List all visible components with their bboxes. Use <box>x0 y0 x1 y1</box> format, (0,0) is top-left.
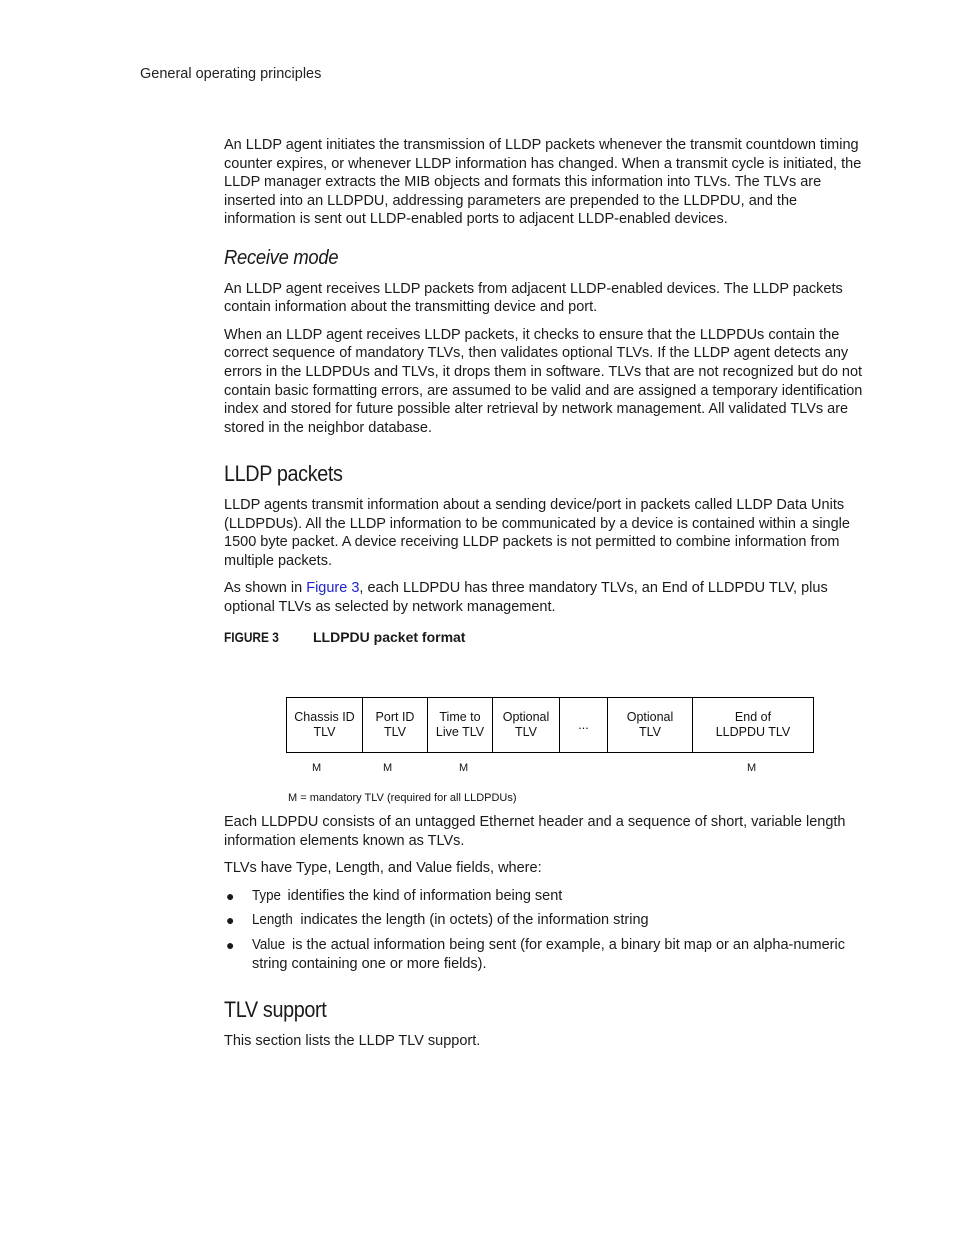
tlv-cell: Port ID TLV <box>363 698 428 752</box>
lldp-packets-paragraph-2 <box>224 579 870 616</box>
field-description: is the actual information being sent (for example, a binary bit map or an alpha-numeric string containing one or more fields). <box>252 937 845 972</box>
list-item <box>224 911 870 930</box>
lldp-packets-heading: LLDP packets <box>224 461 343 487</box>
tlv-cell: Optional TLV <box>493 698 560 752</box>
tlv-support-heading: TLV support <box>224 997 327 1023</box>
field-term: Type <box>252 887 281 904</box>
receive-mode-heading: Receive mode <box>224 246 339 269</box>
mandatory-marker: M <box>312 762 322 775</box>
field-description: indicates the length (in octets) of the information string <box>296 912 649 929</box>
tlv-cell: Time to Live TLV <box>428 698 493 752</box>
tlv-cell: Optional TLV <box>608 698 693 752</box>
lldpdu-diagram <box>224 647 870 813</box>
bullet-icon: ● <box>226 887 235 904</box>
para2-suffix: , each LLDPDU has three mandatory TLVs, an End of LLDPDU TLV, plus optional TLVs as selected by network management. <box>224 580 828 615</box>
bullet-icon: ● <box>226 912 235 929</box>
figure-number: FIGURE 3 <box>224 629 279 646</box>
intro-paragraph: An LLDP agent initiates the transmission of LLDP packets whenever the transmit countdown timing counter expires, or whenever LLDP information has changed. When a transmit cycle is initiated, the LLDP manager extracts the MIB objects and formats this information into TLVs. The TLVs are inserted into an LLDPDU, addressing parameters are prepended to the LLDPDU, and the information is sent out LLDP-enabled ports to adjacent LLDP-enabled devices. <box>224 137 862 228</box>
figure-title: LLDPDU packet format <box>313 629 466 646</box>
tlv-support-paragraph: This section lists the LLDP TLV support. <box>224 1032 481 1049</box>
list-item <box>224 936 870 973</box>
mandatory-marker: M <box>383 762 393 775</box>
list-item <box>224 887 870 906</box>
receive-mode-paragraph-1: An LLDP agent receives LLDP packets from adjacent LLDP-enabled devices. The LLDP packets contain information about the transmitting device and port. <box>224 280 843 316</box>
lldp-packets-paragraph-1: LLDP agents transmit information about a sending device/port in packets called LLDP Data Units (LLDPDUs). All the LLDP information to be communicated by a device is contained within a single 1500 byte packet. A device receiving LLDP packets is not permitted to combine information from multiple packets. <box>224 496 850 569</box>
mandatory-marker: M <box>459 762 469 775</box>
figure-3-link[interactable]: Figure 3 <box>306 580 360 597</box>
lldp-packets-paragraph-4: TLVs have Type, Length, and Value fields, where: <box>224 860 542 877</box>
lldp-packets-paragraph-3: Each LLDPDU consists of an untagged Ethernet header and a sequence of short, variable length information elements known as TLVs. <box>224 814 846 849</box>
tlv-cell: ... <box>560 698 608 752</box>
tlv-sequence <box>286 697 814 753</box>
bullet-icon: ● <box>226 937 235 954</box>
tlv-cell: End of LLDPDU TLV <box>715 710 791 740</box>
figure-legend: M = mandatory TLV (required for all LLDPDUs) <box>288 792 517 805</box>
tlv-cell: Chassis ID TLV <box>287 698 363 752</box>
field-description: identifies the kind of information being sent <box>283 887 563 904</box>
field-term: Value <box>252 937 286 954</box>
tlv-field-list <box>224 887 870 973</box>
figure-caption <box>224 628 870 647</box>
page-body <box>224 136 870 1059</box>
receive-mode-paragraph-2: When an LLDP agent receives LLDP packets, it checks to ensure that the LLDPDUs contain the correct sequence of mandatory TLVs, then validates optional TLVs. If the LLDP agent detects any errors in the LLDPDUs and TLVs, it drops them in software. TLVs that are not recognized but do not contain basic formatting errors, are assumed to be valid and are assigned a temporary identification index and stored for future possible alter retrieval by network management. All validated TLVs are stored in the neighbor database. <box>224 326 863 436</box>
running-header: General operating principles <box>140 66 322 82</box>
field-term: Length <box>252 912 293 929</box>
mandatory-marker: M <box>747 762 757 775</box>
para2-prefix: As shown in <box>224 580 307 597</box>
